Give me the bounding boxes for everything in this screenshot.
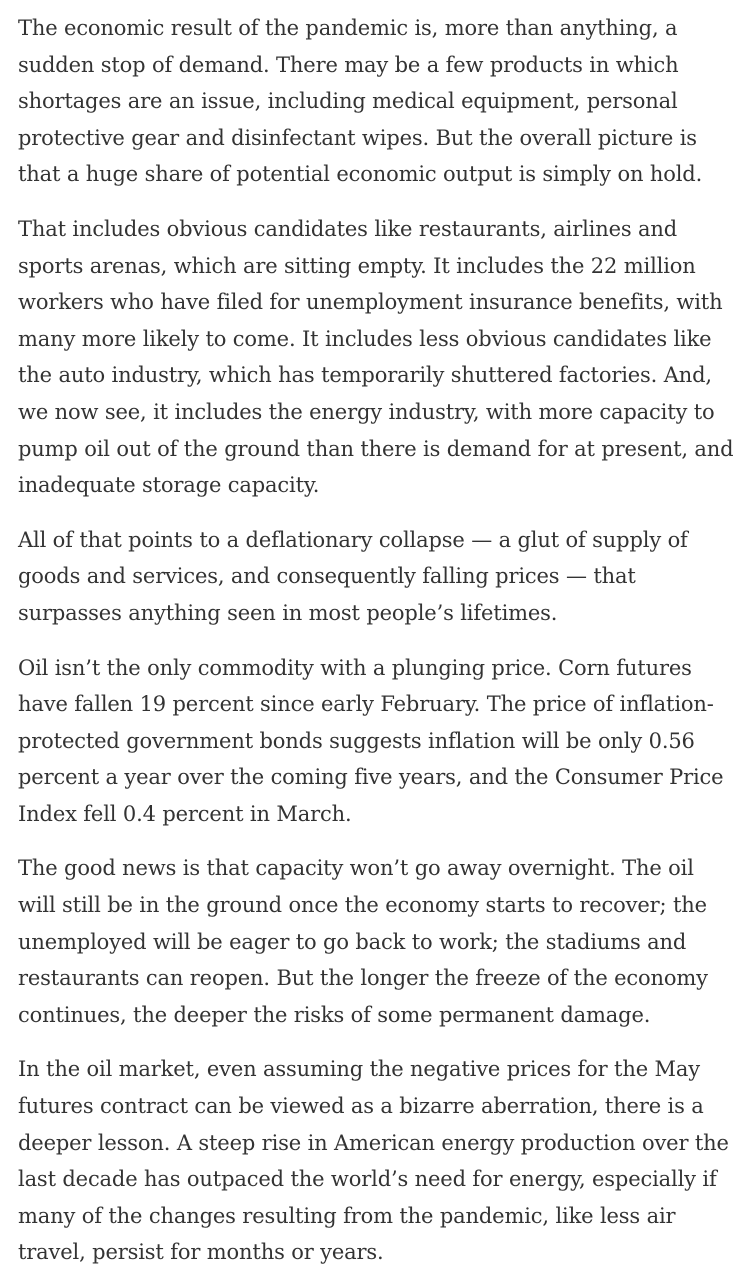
text-line: we now see, it includes the energy industry, with more capacity to [18,399,715,424]
text-line: many of the changes resulting from the pandemic, like less air [18,1203,676,1228]
text-line: pump oil out of the ground than there is demand for at present, and [18,436,734,461]
text-line: Index fell 0.4 percent in March. [18,801,352,826]
text-line: The economic result of the pandemic is, more than anything, a [18,16,678,40]
text-line: sudden stop of demand. There may be a few products in which [18,52,679,77]
text-line: many more likely to come. It includes less obvious candidates like [18,326,712,351]
text-line: The good news is that capacity won’t go away overnight. The oil [18,856,694,881]
text-line: Oil isn’t the only commodity with a plunging price. Corn futures [18,655,692,680]
text-line: That includes obvious candidates like restaurants, airlines and [18,216,678,241]
text-line: inadequate storage capacity. [18,473,320,498]
text-line: that a huge share of potential economic output is simply on hold. [18,162,703,187]
paragraph-good-news [18,850,754,1033]
text-line: percent a year over the coming five years, and the Consumer Price [18,765,724,790]
text-line: surpasses anything seen in most people’s lifetimes. [18,600,558,625]
text-line: will still be in the ground once the economy starts to recover; the [18,893,707,918]
paragraph-deflationary-collapse [18,522,754,632]
text-line: protected government bonds suggests inflation will be only 0.56 [18,728,695,753]
text-line: unemployed will be eager to go back to work; the stadiums and [18,929,687,954]
text-line: deeper lesson. A steep rise in American energy production over the [18,1130,729,1155]
text-line: shortages are an issue, including medical equipment, personal [18,89,678,114]
text-line: goods and services, and consequently falling prices — that [18,564,636,589]
text-line: travel, persist for months or years. [18,1240,384,1265]
text-line: futures contract can be viewed as a bizarre aberration, there is a [18,1094,704,1119]
text-line: restaurants can reopen. But the longer the freeze of the economy [18,966,708,991]
text-line: workers who have filed for unemployment insurance benefits, with [18,290,723,315]
text-line: last decade has outpaced the world’s need for energy, especially if [18,1167,717,1192]
paragraph-obvious-candidates [18,211,754,504]
text-line: All of that points to a deflationary collapse — a glut of supply of [18,527,688,552]
paragraph-oil-market [18,1051,754,1271]
paragraph-demand-stop [18,10,754,193]
text-line: have fallen 19 percent since early February. The price of inflation- [18,692,714,717]
text-line: protective gear and disinfectant wipes. But the overall picture is [18,125,697,150]
paragraph-commodity-prices [18,650,754,833]
text-line: sports arenas, which are sitting empty. It includes the 22 million [18,253,696,278]
text-line: continues, the deeper the risks of some permanent damage. [18,1002,651,1027]
text-line: In the oil market, even assuming the negative prices for the May [18,1057,700,1082]
text-line: the auto industry, which has temporarily shuttered factories. And, [18,363,712,388]
